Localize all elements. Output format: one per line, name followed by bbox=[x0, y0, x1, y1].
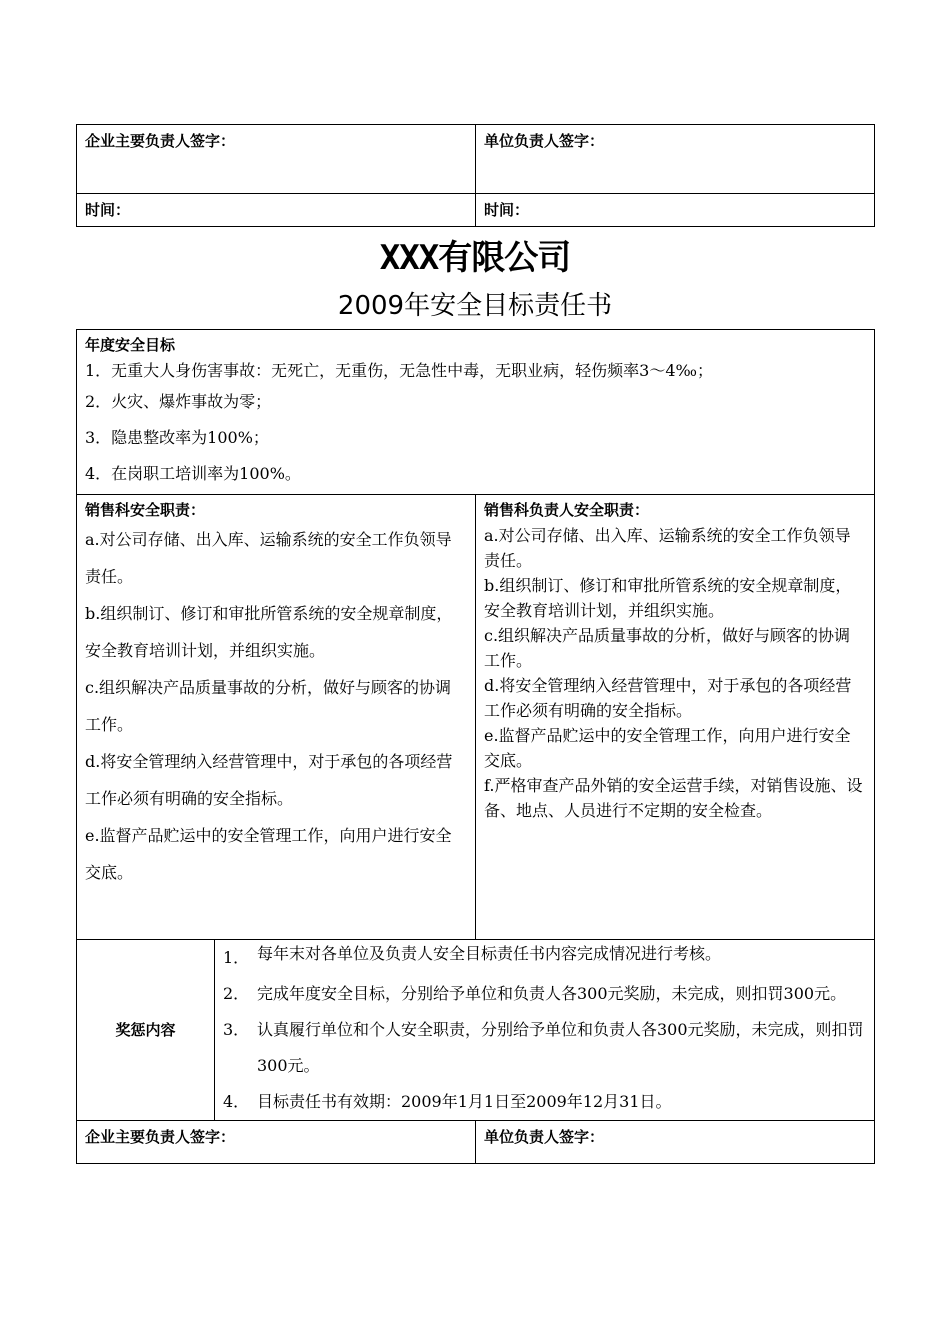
reward-number: 2． bbox=[223, 984, 250, 1003]
reward-item bbox=[223, 976, 866, 1012]
sales-head-duty-item: c.组织解决产品质量事故的分析，做好与顾客的协调工作。 bbox=[484, 626, 851, 670]
goal-item: 2．火灾、爆炸事故为零； bbox=[85, 392, 272, 411]
enterprise-head-signature-label: 企业主要负责人签字： bbox=[85, 132, 236, 150]
reward-item bbox=[223, 1084, 866, 1120]
unit-head-signature-cell bbox=[476, 125, 875, 194]
sales-dept-duties-heading: 销售科安全职责： bbox=[85, 501, 206, 519]
goal-item: 1．无重大人身伤害事故：无死亡，无重伤，无急性中毒，无职业病，轻伤频率3～4‰； bbox=[85, 361, 714, 380]
time-cell-left bbox=[77, 194, 476, 227]
annual-goals-cell bbox=[77, 330, 875, 495]
reward-number: 3． bbox=[223, 1020, 250, 1039]
reward-text: 认真履行单位和个人安全职责，分别给予单位和负责人各300元奖励，未完成，则扣罚300元。 bbox=[257, 1020, 864, 1075]
sales-head-duties-cell bbox=[476, 495, 875, 940]
time-cell-right bbox=[476, 194, 875, 227]
top-signature-table bbox=[76, 124, 875, 227]
sales-dept-duty-item: c.组织解决产品质量事故的分析，做好与顾客的协调工作。 bbox=[85, 678, 452, 734]
enterprise-head-signature-cell bbox=[77, 125, 476, 194]
reward-number: 1． bbox=[223, 948, 250, 967]
annual-goals-heading: 年度安全目标 bbox=[85, 336, 176, 354]
sales-head-duty-item: f.严格审查产品外销的安全运营手续，对销售设施、设备、地点、人员进行不定期的安全检查。 bbox=[484, 776, 863, 820]
reward-item bbox=[223, 1012, 866, 1084]
bottom-enterprise-head-signature-cell bbox=[77, 1121, 476, 1164]
time-label-right: 时间： bbox=[484, 201, 530, 219]
reward-text: 每年末对各单位及负责人安全目标责任书内容完成情况进行考核。 bbox=[257, 944, 722, 963]
rewards-label-cell bbox=[77, 940, 215, 1121]
sales-dept-duty-item: b.组织制订、修订和审批所管系统的安全规章制度，安全教育培训计划，并组织实施。 bbox=[85, 604, 453, 660]
bottom-unit-head-signature-cell bbox=[476, 1121, 875, 1164]
document-title: 2009年安全目标责任书 bbox=[337, 291, 613, 321]
sales-dept-duties-cell bbox=[77, 495, 476, 940]
sales-dept-duty-item: a.对公司存储、出入库、运输系统的安全工作负领导责任。 bbox=[85, 530, 452, 586]
time-label-left: 时间： bbox=[85, 201, 131, 219]
company-name: XXX有限公司 bbox=[379, 238, 571, 278]
sales-head-duty-item: a.对公司存储、出入库、运输系统的安全工作负领导责任。 bbox=[484, 526, 851, 570]
rewards-label: 奖惩内容 bbox=[115, 1021, 176, 1039]
sales-head-duty-item: b.组织制订、修订和审批所管系统的安全规章制度，安全教育培训计划，并组织实施。 bbox=[484, 576, 852, 620]
bottom-unit-head-signature-label: 单位负责人签字： bbox=[484, 1128, 605, 1146]
bottom-enterprise-head-signature-label: 企业主要负责人签字： bbox=[85, 1128, 236, 1146]
goal-item: 4．在岗职工培训率为100%。 bbox=[85, 464, 301, 483]
rewards-content-cell bbox=[215, 940, 875, 1121]
sales-head-duty-item: e.监督产品贮运中的安全管理工作，向用户进行安全交底。 bbox=[484, 726, 851, 770]
reward-number: 4． bbox=[223, 1092, 250, 1111]
sales-dept-duty-item: e.监督产品贮运中的安全管理工作，向用户进行安全交底。 bbox=[85, 826, 452, 882]
reward-text: 完成年度安全目标，分别给予单位和负责人各300元奖励，未完成，则扣罚300元。 bbox=[257, 984, 847, 1003]
sales-head-duties-heading: 销售科负责人安全职责： bbox=[484, 501, 650, 519]
unit-head-signature-label: 单位负责人签字： bbox=[484, 132, 605, 150]
sales-dept-duty-item: d.将安全管理纳入经营管理中，对于承包的各项经营工作必须有明确的安全指标。 bbox=[85, 752, 453, 808]
sales-head-duty-item: d.将安全管理纳入经营管理中，对于承包的各项经营工作必须有明确的安全指标。 bbox=[484, 676, 852, 720]
reward-text: 目标责任书有效期：2009年1月1日至2009年12月31日。 bbox=[257, 1092, 672, 1111]
reward-item bbox=[223, 940, 866, 976]
title-block bbox=[76, 234, 874, 326]
goal-item: 3．隐患整改率为100%； bbox=[85, 428, 269, 447]
responsibility-table bbox=[76, 329, 875, 1164]
